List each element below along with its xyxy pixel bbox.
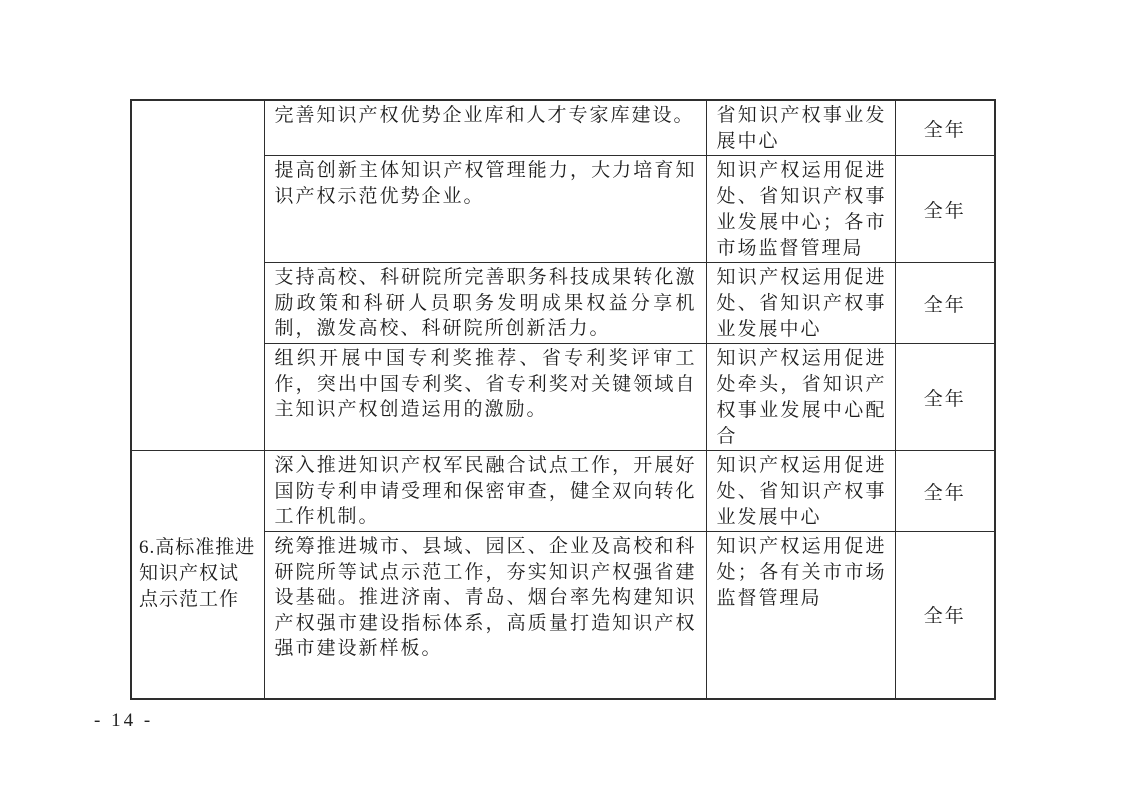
category-cell-continued (131, 100, 264, 451)
table-row (131, 100, 995, 156)
responsible-cell-6: 知识产权运用促进处；各有关市市场监督管理局 (706, 532, 895, 699)
measure-cell-2: 提高创新主体知识产权管理能力，大力培育知识产权示范优势企业。 (264, 156, 706, 263)
work-plan-table (130, 99, 996, 700)
responsible-cell-4: 知识产权运用促进处牵头，省知识产权事业发展中心配合 (706, 344, 895, 451)
measure-cell-6: 统筹推进城市、县域、园区、企业及高校和科研院所等试点示范工作，夯实知识产权强省建设基础。推进济南、青岛、烟台率先构建知识产权强市建设指标体系，高质量打造知识产权强市建设新样板。 (264, 532, 706, 699)
responsible-cell-2: 知识产权运用促进处、省知识产权事业发展中心；各市市场监督管理局 (706, 156, 895, 263)
table-row (131, 451, 995, 532)
category-cell-6: 6.高标准推进知识产权试点示范工作 (131, 451, 264, 699)
time-cell-4: 全年 (895, 344, 995, 451)
time-cell-5: 全年 (895, 451, 995, 532)
measure-cell-5: 深入推进知识产权军民融合试点工作，开展好国防专利申请受理和保密审查，健全双向转化工作机制。 (264, 451, 706, 532)
time-cell-3: 全年 (895, 263, 995, 344)
time-cell-6: 全年 (895, 532, 995, 699)
page-number: - 14 - (94, 710, 154, 731)
responsible-cell-3: 知识产权运用促进处、省知识产权事业发展中心 (706, 263, 895, 344)
time-cell-1: 全年 (895, 100, 995, 156)
time-cell-2: 全年 (895, 156, 995, 263)
responsible-cell-5: 知识产权运用促进处、省知识产权事业发展中心 (706, 451, 895, 532)
responsible-cell-1: 省知识产权事业发展中心 (706, 100, 895, 156)
measure-cell-1: 完善知识产权优势企业库和人才专家库建设。 (264, 100, 706, 156)
measure-cell-4: 组织开展中国专利奖推荐、省专利奖评审工作，突出中国专利奖、省专利奖对关键领域自主知识产权创造运用的激励。 (264, 344, 706, 451)
measure-cell-3: 支持高校、科研院所完善职务科技成果转化激励政策和科研人员职务发明成果权益分享机制，激发高校、科研院所创新活力。 (264, 263, 706, 344)
